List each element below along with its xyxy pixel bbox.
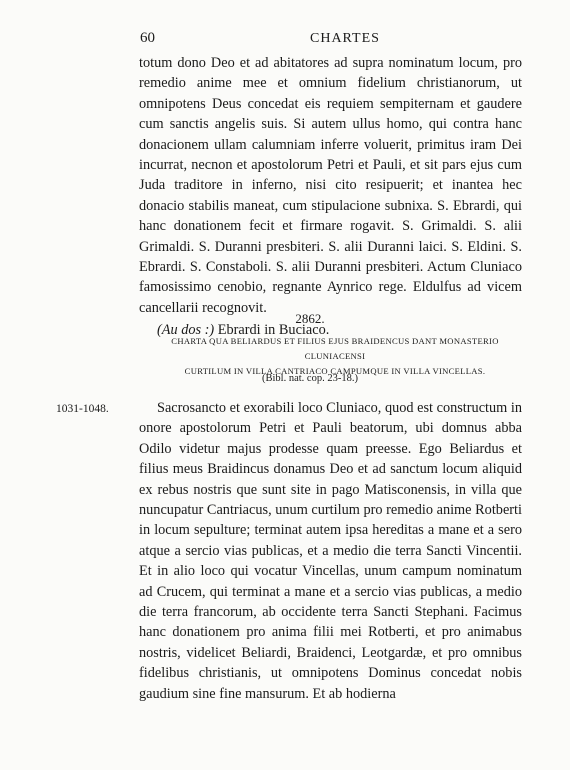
page-number: 60: [140, 30, 155, 46]
charter-number: 2862.: [295, 311, 325, 326]
charter-text: [139, 398, 522, 704]
continuation-text: [139, 53, 522, 341]
continuation-paragraph: totum dono Deo et ad abitatores ad supra nominatum locum, pro remedio anime mee et omnium fidelium christianorum, ut omnipotens Deus concedat eis requiem sempiternam et gaudere cum sanctis angelis suis. Si autem ullus homo, qui contra hanc donacionem ullam calumniam inferre voluerit, primitus iram Dei incurrat, necnon et apostolorum Petri et Pauli, et sit pars ejus cum Juda traditore in inferno, nisi cito resipuerit; et inantea hec donacio stabilis maneat, cum stipulacione subnixa. S. Ebrardi, qui hanc donationem fecit et firmare rogavit. S. Grimaldi. S. alii Grimaldi. S. Duranni presbiteri. S. alii Duranni laici. S. Eldini. S. Ebrardi. S. Constaboli. S. alii Duranni presbiteri. Actum Cluniaco famosissimo cenobio, regnante Aynrico rege. Eldulfus ad vicem cancellarii recognovit.: [139, 55, 522, 316]
margin-date: 1031-1048.: [56, 403, 109, 415]
dorsal-prefix: (Au dos :): [157, 322, 215, 339]
running-head: CHARTES: [310, 31, 380, 46]
charter-source: (Bibl. nat. cop. 23-18.): [262, 373, 358, 384]
charter-title-line-1: CHARTA QUA BELIARDUS ET FILIUS EJUS BRAIDENCUS DANT MONASTERIO CLUNIACENSI: [171, 336, 499, 361]
charter-title-line-2: CURTILUM IN VILLA CANTRIACO CAMPUMQUE IN VILLA VINCELLAS.: [184, 366, 486, 376]
dorsal-text: Ebrardi in Buciaco.: [214, 322, 330, 339]
charter-paragraph: Sacrosancto et exorabili loco Cluniaco, quod est constructum in onore apostolorum Petri et Pauli beatorum, ubi domnus abba Odilo videtur majus prodesse quam preesse. Ego Beliardus et filius meus Braidincus donamus Deo et ad sanctum locum aliquid ex rebus nostris que sunt site in pago Matisconensis, in villa que nuncupatur Cantriacus, unum curtilum pro remedio anime Rotberti in locum sepulture; terminat autem ipsa hereditas a mane et a sero atque a sercio vias publicas, et a medio die terra Sancti Vincentii. Et in alio loco qui vocatur Vincellas, unum campum nominatum ad Crucem, qui terminat a mane et a sercio vias publicas, a medio die terra francorum, ab occidente terra Sancti Stephani. Facimus hanc donationem pro anima filii mei Rotberti, et pro animabus nostris, videlicet Beliardi, Braidenci, Leotgardæ, et pro omnibus fidelibus christianis, ut omnipotens Dominus concedat nobis gaudium sine fine mansurum. Et ab hodierna: [139, 400, 522, 702]
